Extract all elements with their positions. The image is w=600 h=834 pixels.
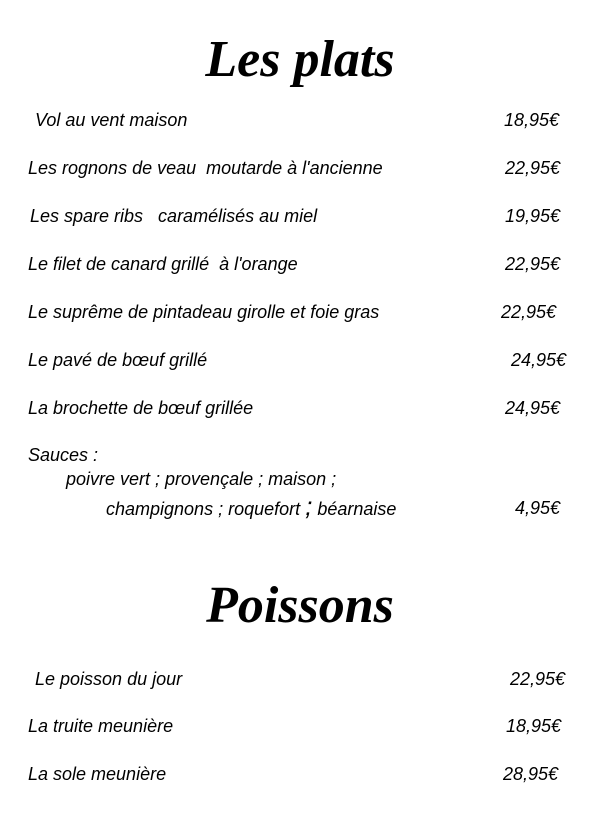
dish-name: Le filet de canard grillé à l'orange xyxy=(28,254,298,274)
dish-name: Les spare ribs caramélisés au miel xyxy=(30,206,318,226)
menu-item xyxy=(0,156,600,180)
dish-name: Le pavé de bœuf grillé xyxy=(28,350,208,370)
dish-price: 19,95€ xyxy=(505,206,561,226)
sauces-label: Sauces : xyxy=(28,445,99,465)
sauces-text: béarnaise xyxy=(312,499,397,519)
menu-item xyxy=(0,667,600,691)
menu-item xyxy=(0,252,600,276)
dish-name: La sole meunière xyxy=(28,764,167,784)
sauces-separator: ; xyxy=(305,491,313,521)
sauces-text: champignons ; roquefort xyxy=(106,499,306,519)
dish-name: La brochette de bœuf grillée xyxy=(28,398,254,418)
dish-price: 22,95€ xyxy=(510,669,566,689)
dish-name: Le poisson du jour xyxy=(35,669,183,689)
dish-price: 18,95€ xyxy=(504,110,560,130)
dish-price: 22,95€ xyxy=(501,302,557,322)
dish-name: Vol au vent maison xyxy=(35,110,188,130)
dish-price: 22,95€ xyxy=(505,158,561,178)
menu-item xyxy=(0,396,600,420)
menu-item xyxy=(0,108,600,132)
menu-item xyxy=(0,204,600,228)
dish-price: 28,95€ xyxy=(503,764,559,784)
menu-item xyxy=(0,300,600,324)
menu-item xyxy=(0,762,600,786)
dish-name: La truite meunière xyxy=(28,716,174,736)
menu-item xyxy=(0,714,600,738)
dish-price: 24,95€ xyxy=(505,398,561,418)
sauces-list-line-2 xyxy=(106,491,397,521)
dish-name: Le suprême de pintadeau girolle et foie gras xyxy=(28,302,380,322)
section-title-poissons: Poissons xyxy=(206,577,394,634)
section-title-plats: Les plats xyxy=(205,31,395,88)
dish-name: Les rognons de veau moutarde à l'ancienne xyxy=(28,158,383,178)
dish-price: 18,95€ xyxy=(506,716,562,736)
dish-price: 24,95€ xyxy=(511,350,567,370)
menu-item xyxy=(0,348,600,372)
sauces-list-line-1: poivre vert ; provençale ; maison ; xyxy=(66,469,337,489)
dish-price: 22,95€ xyxy=(505,254,561,274)
sauces-price: 4,95€ xyxy=(515,498,561,518)
